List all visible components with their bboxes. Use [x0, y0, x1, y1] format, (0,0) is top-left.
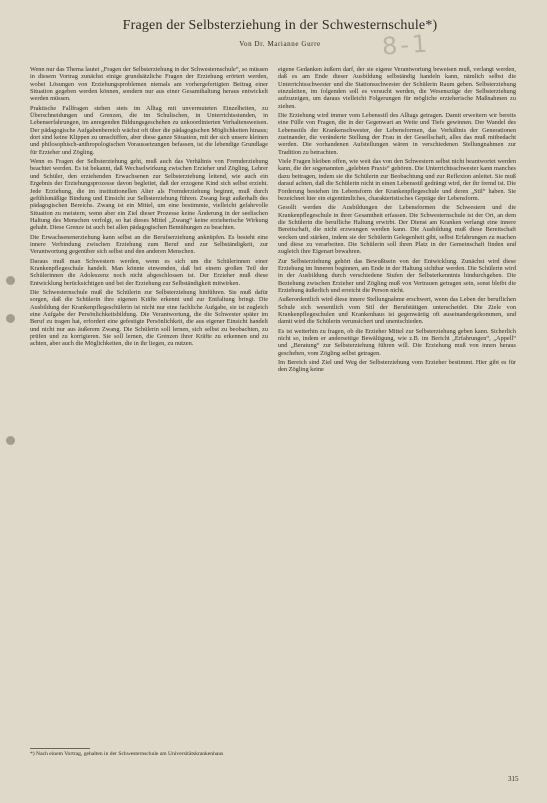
left-text-column: [30, 66, 268, 784]
right-text-column: [278, 66, 516, 782]
paragraph: Die Erziehung wird immer vom Lebensstil des Alltags getragen. Damit erweitern wir bereits eine Fülle von Fragen, die in der Gegenwart an Weite und Tiefe gewinnen. Der Wandel des Lebensstils der Krankenschwester, der Lebensformen, das Verhältnis der Generationen zueinander, die veränderte Stellung der Frau in der Gesellschaft, alles das muß mitbedacht werden. Die vorhandenen Aufstellungen wären in verschiedenen Stellungnahmen zur Tradition zu betrachten.: [278, 112, 516, 156]
paragraph: Viele Fragen bleiben offen, wie weit das von den Schwestern selbst nicht beantwortet werden kann, die der sogenannten „gelebten Praxis“ gehören. Die Unterrichtsschwester kann manches dazu beitragen, indem sie die Schülerin zur Beobachtung und zur Reflexion anleitet. Sie muß darauf achten, daß die Schülerin nicht in einen Lebensstil gedrängt wird, der ihr fremd ist. Die Forderung bestehen im Lebensform der Krankenpflegeschule und deren „Stil“ haben. Sie bezeichnet hier ein eigentümliches, charakteristisches Gepräge der Lebensform.: [278, 158, 516, 202]
punch-hole: [6, 314, 15, 323]
paragraph: Die Erwachsenenerziehung kann selbst an die Berufserziehung anknüpfen. Es besteht eine innere Verbindung zwischen Erziehung zum Beruf und zur Selbständigkeit, zur Verantwortung gegenüber sich selbst und den anderen Menschen.: [30, 233, 268, 256]
paragraph: Im Bereich sind Ziel und Weg der Selbsterziehung vom Erzieher bestimmt. Hier gibt es für den Zögling keine: [278, 359, 516, 374]
punch-hole: [6, 276, 15, 285]
footnote: *) Nach einem Vortrag, gehalten in der Schwesternschule am Universitätskrankenhaus: [30, 751, 224, 757]
paragraph: Praktische Fallfragen stehen stets im Alltag mit unvermuteten Einzelheiten, zu Überschneidungen und Grenzen, die im Schulischen, in Unterrichtsstunden, in Lebenserfahrungen, im anregenden Bildungsgeschehen zu unkoordinierten Verhaltensweisen. Der pädagogische Aufgabenbereich wächst oft über die pädagogischen Möglichkeiten hinaus; dort sind keine Klippen zu umschiffen, aber diese ganze Situation, mit der sich unsere kleinen und philosophisch-anthropologischen Voraussetzungen befassen, ist die lebendige Grundlage für Erzieher und Zögling.: [30, 104, 268, 156]
paragraph: Wenn nur das Thema lautet „Fragen der Selbsterziehung in der Schwesternschule“, so müssen in diesem Vortrag zunächst einige grundsätzliche Fragen der Erziehung erörtert werden, wobei Lösungen von Erziehungsproblemen niemals am vorhergefertigten Beitrag einer Situation gegeben werden können, sondern nur aus einer Gesamthaltung heraus entwickelt werden müssen.: [30, 66, 268, 103]
article-title: Fragen der Selbsterziehung in der Schwesternschule*): [122, 18, 438, 33]
paragraph: eigene Gedanken äußern darf, der sie eigene Verantwortung beweisen muß, verlangt werden, daß es am Ende dieser Ausbildung selbständig handeln kann, nämlich selbst die Unterrichtsschwester und die Stationsschwester der Schülerin Raum geben. Selbsterziehung einzuleiten, im folgenden soll es versucht werden, die Wesenszüge der Selbsterziehung aufzuzeigen, um daraus vielleicht Folgerungen für mögliche erzieherische Maßnahmen zu ziehen.: [278, 66, 516, 110]
article-author: Von Dr. Marianne Gurre: [239, 40, 321, 48]
paragraph: Außerordentlich wird diese innere Stellungnahme erschwert, wenn das Leben der beruflichen Schule sich wesentlich vom Stil der Berufstätigen unterscheidet. Die Ziele von Krankenpflegeschulen und Krankenhaus ist gegenwärtig oft auseinandergekommen, und damit wird die Schülerin verunsichert und unentschieden.: [278, 296, 516, 326]
paragraph: Es ist weiterhin zu fragen, ob die Erzieher Mittel zur Selbsterziehung geben kann. Sicherlich nicht so, indem er anderseitige Bewältigung, wie z.B. im Bericht „Erfahrungen“, „Appell“ und „Beratung“ zur Selbsterziehung führen will. Die Erziehung muß von innen heraus geschehen, vom Zögling selbst getragen.: [278, 327, 516, 357]
punch-hole: [6, 436, 15, 445]
paragraph: Daraus muß man Schwestern werden, wenn es sich um die Schülerinnen einer Krankenpflegeschule handelt. Man könnte einwenden, daß bei einem großen Teil der Schülerinnen die Adoleszenz noch nicht abgeschlossen ist. Der Erzieher muß diese Entwicklung berücksichtigen und bei der Erziehung zur Selbständigkeit mitwirken.: [30, 257, 268, 287]
paragraph: Wenn es Fragen der Selbsterziehung geht, muß auch das Verhältnis von Fremderziehung beachtet werden. Es ist bekannt, daß Wechselwirkung zwischen Erzieher und Zögling, Lehrer und Schüler, den erziehenden Erwachsenen zur Selbsterziehung leitend, wie auch ein Ergebnis der Erziehungsprozesse davon begleitet, daß der erzogene Kind sich selbst erzieht. Jede Erziehung, die im institutionellen Alter als Fremderziehung beginnt, muß durch gefühlsmäßige Bindung und Einsicht zur Selbsterziehung führen. Zwang liegt außerhalb des pädagogischen Bereichs. Zwang ist ein Mittel, um eine bestimmte, vielleicht gefahrvolle Situation zu meistern, wenn aber ein Ziel dieser Prozesse keine Änderung in der seelischen Haltung des Menschen verfolgt, so hat dieses Mittel „Zwang“ keine erzieherische Wirkung gehabt. Diese Grenze ist auch bei allen pädagogischen Bemühungen zu beachten.: [30, 158, 268, 232]
paragraph: Gesollt werden die Ausbildungen der Lebensformen die Schwestern und die Krankenpflegeschule in ihrer Gesamtheit erfassen. Die Schwesternschule ist der Ort, an dem die Schülerin die berufliche Haltung erwirbt. Der Dienst am Kranken verlangt eine innere Bereitschaft, die nicht erzwungen werden kann. Die Ausbildung muß diese Bereitschaft wecken und stärken, indem sie der Schülerin Gelegenheit gibt, selbst Erfahrungen zu machen und diese zu verarbeiten. Die Schülerin soll ihren Platz in der Gemeinschaft finden und zugleich ihre Eigenart bewahren.: [278, 204, 516, 256]
handwritten-annotation: 8-1: [381, 29, 432, 61]
page-number: 315: [508, 775, 519, 783]
paragraph: Die Schwesternschule muß die Schülerin zur Selbsterziehung hinführen. Sie muß dafür sorgen, daß die Schülerin ihre eigenen Kräfte erkennt und zur Entfaltung bringt. Die Ausbildung der Krankenpflegeschülerin ist nicht nur eine fachliche Aufgabe, sie ist zugleich eine Aufgabe der Persönlichkeitsbildung. Die Verantwortung, die die Schwester später im Beruf zu tragen hat, erfordert eine gefestigte Persönlichkeit, die aus eigener Einsicht handelt und nicht nur aus äußerem Zwang. Die Schülerin soll lernen, sich selbst zu beobachten, zu prüfen und zu korrigieren. Sie soll lernen, die Grenzen ihrer Kräfte zu erkennen und zu achten, aber auch die Möglichkeiten, die in ihr liegen, zu nutzen.: [30, 288, 268, 348]
footnote-divider: [30, 748, 90, 749]
paragraph: Zur Selbsterziehung gehört das Bewußtsein von der Entwicklung. Zunächst wird diese Erziehung im Inneren beginnen, am Ende in der Haltung sichtbar werden. Die Schülerin wird in der Ausbildung durch verschiedene Stufen der Selbsterkenntnis hindurchgehen. Die Beziehung zwischen Erzieher und Zögling muß von Vertrauen getragen sein, sonst bleibt die Erziehung äußerlich und erreicht die Person nicht.: [278, 257, 516, 294]
